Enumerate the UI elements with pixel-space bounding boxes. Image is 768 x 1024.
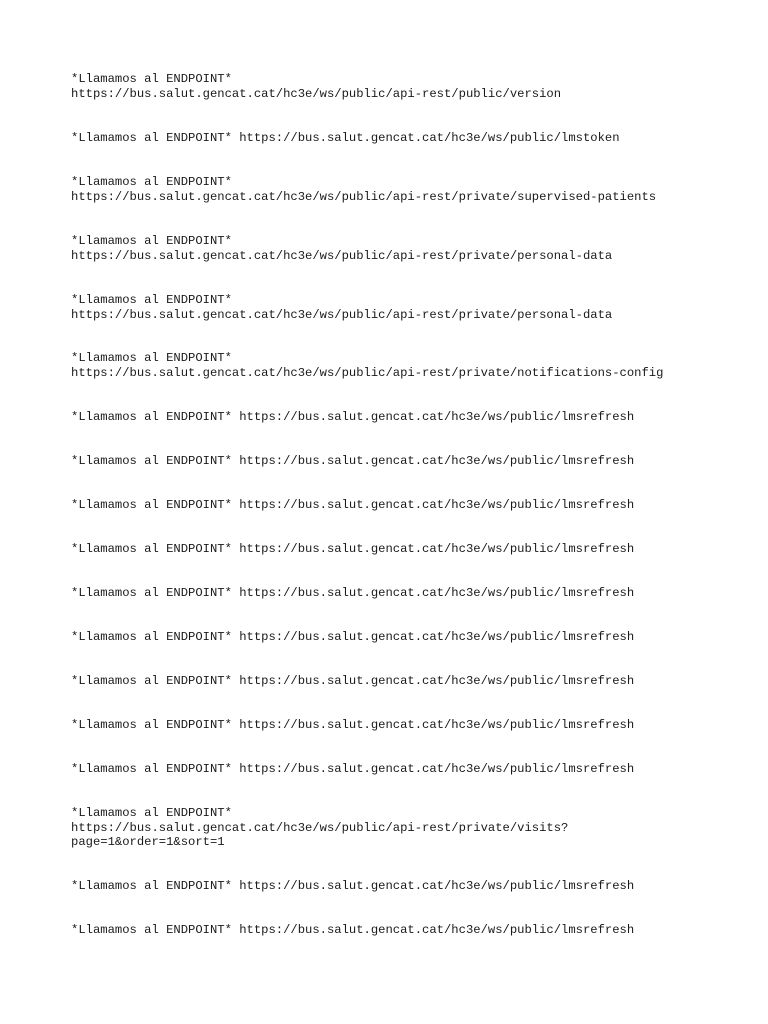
log-line: *Llamamos al ENDPOINT* https://bus.salut.gencat.cat/hc3e/ws/public/lmsrefresh [71, 542, 635, 556]
log-line: *Llamamos al ENDPOINT* [71, 234, 232, 248]
log-line: page=1&order=1&sort=1 [71, 835, 225, 850]
log-line: *Llamamos al ENDPOINT* https://bus.salut.gencat.cat/hc3e/ws/public/lmstoken [71, 131, 620, 145]
log-line: *Llamamos al ENDPOINT* https://bus.salut.gencat.cat/hc3e/ws/public/lmsrefresh [71, 410, 635, 424]
log-entry [71, 718, 751, 733]
log-entry [71, 586, 751, 601]
log-entry [71, 674, 751, 689]
log-line: *Llamamos al ENDPOINT* [71, 175, 232, 189]
log-entry [71, 131, 751, 146]
log-line: *Llamamos al ENDPOINT* [71, 806, 232, 820]
log-entry [71, 351, 751, 380]
log-entry [71, 175, 751, 204]
log-entry [71, 72, 751, 101]
log-entry [71, 234, 751, 263]
log-entry [71, 454, 751, 469]
log-entry [71, 806, 751, 850]
log-line: *Llamamos al ENDPOINT* https://bus.salut.gencat.cat/hc3e/ws/public/lmsrefresh [71, 923, 635, 937]
log-entry [71, 410, 751, 425]
log-line: *Llamamos al ENDPOINT* [71, 72, 232, 86]
log-line: *Llamamos al ENDPOINT* https://bus.salut.gencat.cat/hc3e/ws/public/lmsrefresh [71, 586, 635, 600]
log-line: https://bus.salut.gencat.cat/hc3e/ws/public/api-rest/private/personal-data [71, 248, 613, 263]
log-line: *Llamamos al ENDPOINT* https://bus.salut.gencat.cat/hc3e/ws/public/lmsrefresh [71, 630, 635, 644]
log-line: *Llamamos al ENDPOINT* [71, 351, 232, 365]
log-line: *Llamamos al ENDPOINT* https://bus.salut.gencat.cat/hc3e/ws/public/lmsrefresh [71, 762, 635, 776]
log-line: *Llamamos al ENDPOINT* https://bus.salut.gencat.cat/hc3e/ws/public/lmsrefresh [71, 498, 635, 512]
log-entry [71, 542, 751, 557]
log-entry [71, 293, 751, 322]
log-line: https://bus.salut.gencat.cat/hc3e/ws/public/api-rest/private/notifications-config [71, 365, 664, 380]
log-entry [71, 630, 751, 645]
log-line: *Llamamos al ENDPOINT* [71, 293, 232, 307]
log-line: *Llamamos al ENDPOINT* https://bus.salut.gencat.cat/hc3e/ws/public/lmsrefresh [71, 879, 635, 893]
log-entry [71, 923, 751, 938]
log-line: https://bus.salut.gencat.cat/hc3e/ws/public/api-rest/private/supervised-patients [71, 189, 657, 204]
log-entry [71, 498, 751, 513]
log-entry [71, 762, 751, 777]
log-line: *Llamamos al ENDPOINT* https://bus.salut.gencat.cat/hc3e/ws/public/lmsrefresh [71, 454, 635, 468]
log-line: *Llamamos al ENDPOINT* https://bus.salut.gencat.cat/hc3e/ws/public/lmsrefresh [71, 718, 635, 732]
log-line: https://bus.salut.gencat.cat/hc3e/ws/public/api-rest/private/visits? [71, 820, 569, 835]
log-line: https://bus.salut.gencat.cat/hc3e/ws/public/api-rest/public/version [71, 86, 562, 101]
log-line: https://bus.salut.gencat.cat/hc3e/ws/public/api-rest/private/personal-data [71, 307, 613, 322]
log-line: *Llamamos al ENDPOINT* https://bus.salut.gencat.cat/hc3e/ws/public/lmsrefresh [71, 674, 635, 688]
log-entry [71, 879, 751, 894]
